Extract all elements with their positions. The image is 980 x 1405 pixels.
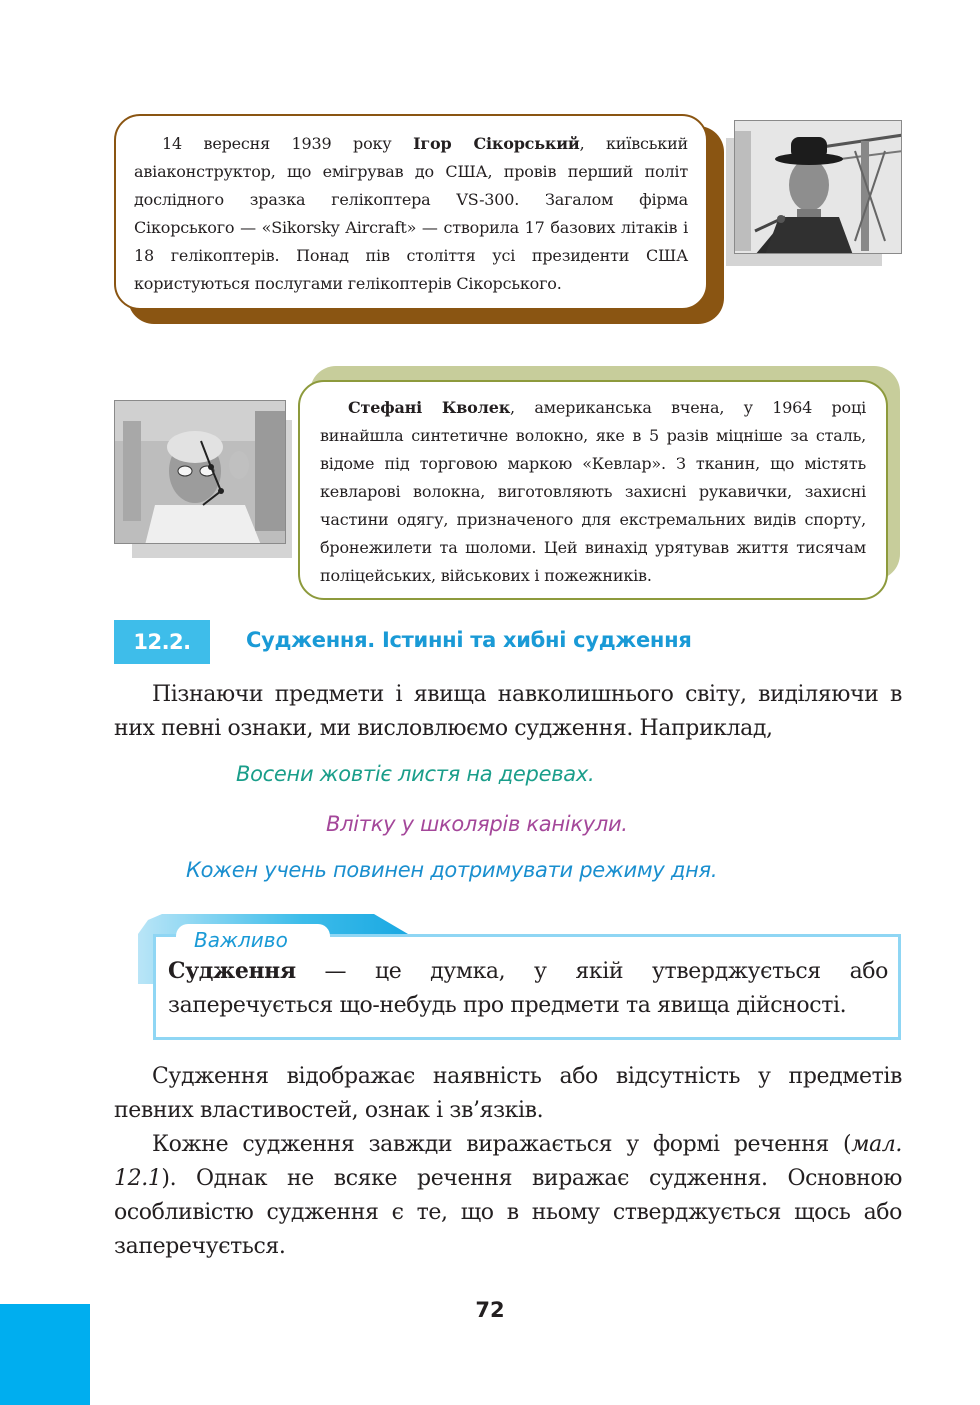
sikorsky-portrait-image — [735, 121, 902, 254]
definition-term: Судження — [168, 958, 296, 984]
kwolek-portrait-image — [115, 401, 286, 544]
paragraph-3 — [114, 1128, 902, 1264]
intro-paragraph — [114, 678, 902, 746]
example-sentence-2: Влітку у школярів канікули. — [326, 812, 628, 836]
sikorsky-photo — [734, 120, 902, 254]
sikorsky-date: 14 вересня 1939 року — [162, 134, 414, 153]
sikorsky-info-box — [114, 114, 708, 310]
paragraph-2-text: Судження відображає наявність або відсутність у предметів певних властивостей, ознак і зв’язків. — [114, 1064, 902, 1123]
sikorsky-name: Ігор Сікорський — [413, 134, 580, 153]
page-edge-color-bar — [0, 1304, 90, 1405]
definition-text — [168, 954, 888, 1023]
definition-body: — це думка, у якій утверджується або заперечується що-небудь про предмети та явища дійсності. — [168, 959, 888, 1018]
figure-reference: мал. 12.1 — [114, 1132, 902, 1191]
sikorsky-text — [134, 130, 688, 298]
example-sentence-1: Восени жовтіє листя на деревах. — [236, 762, 595, 786]
paragraph-2 — [114, 1060, 902, 1128]
kwolek-photo — [114, 400, 286, 544]
intro-paragraph-text: Пізнаючи предмети і явища навколишнього світу, виділяючи в них певні ознаки, ми висловлюємо судження. Наприклад, — [114, 682, 902, 741]
paragraph-3-start: Кожне судження завжди виражається у формі речення ( — [152, 1132, 852, 1157]
example-sentence-3: Кожен учень повинен дотримувати режиму дня. — [186, 858, 718, 882]
sikorsky-description: , київський авіаконструктор, що емігрував до США, провів перший політ дослідного зразка гелікоптера VS-300. Загалом фірма Сікорського — «Sikorsky Aircraft» — створила 17 базових літаків і 18 гелікоптерів. Понад пів століття усі президенти США користуються послугами гелікоптерів Сікорського. — [134, 134, 689, 293]
section-title: Судження. Істинні та хибні судження — [246, 628, 692, 652]
kwolek-name: Стефані Кволек — [348, 398, 511, 417]
page-number: 72 — [475, 1298, 505, 1322]
kwolek-description: , американська вчена, у 1964 році винайшла синтетичне волокно, яке в 5 разів міцніше за сталь, відоме під торговою маркою «Кевлар». З тканин, що містять кевларові волокна, виготовляють захисні рукавички, захисні частини одягу, призначеного для екстремальних видів спорту, бронежилети та шоломи. Цей винахід урятував життя тисячам поліцейських, військових і пожежників. — [320, 398, 866, 585]
kwolek-info-box — [298, 380, 888, 600]
paragraph-3-end: ). Однак не всяке речення виражає судження. Основною особливістю судження є те, що в ньому стверджується щось або заперечується. — [114, 1166, 902, 1259]
kwolek-text — [320, 394, 866, 590]
section-number: 12.2. — [114, 620, 210, 664]
important-label: Важливо — [176, 924, 330, 954]
